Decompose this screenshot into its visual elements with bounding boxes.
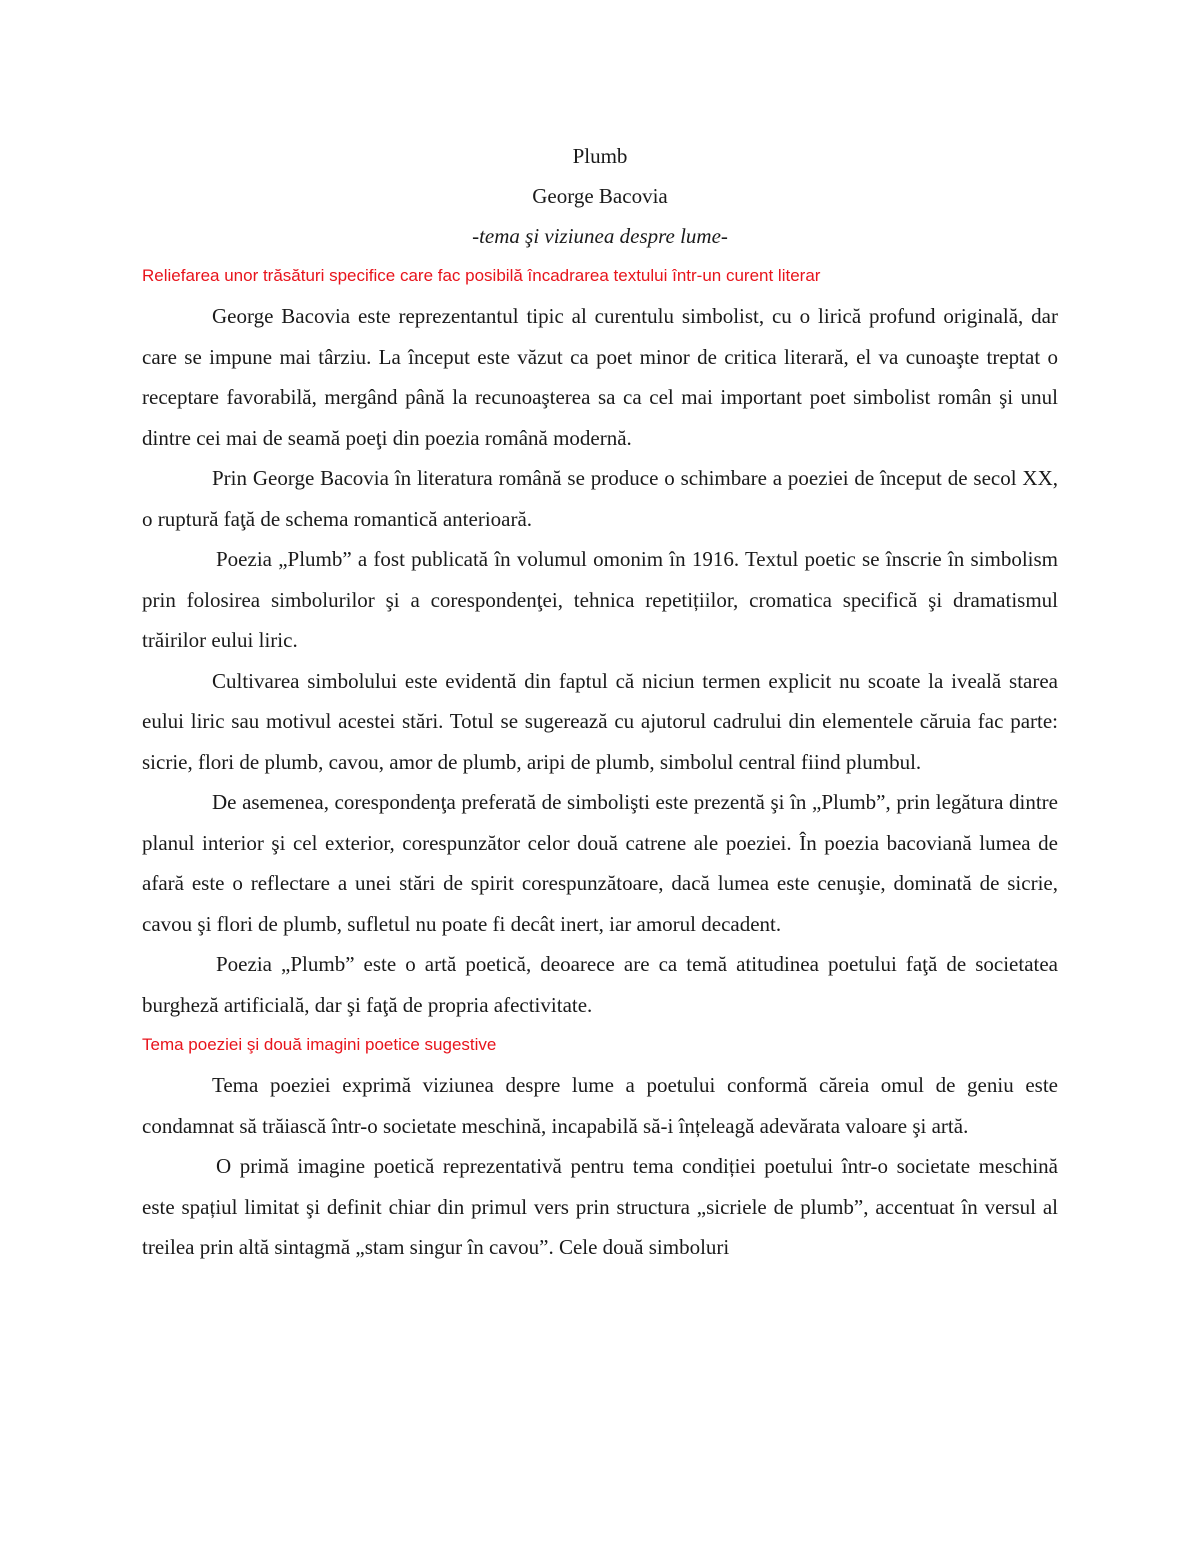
document-subtitle: -tema şi viziunea despre lume-	[472, 224, 728, 248]
paragraph: George Bacovia este reprezentantul tipic al curentulu simbolist, cu o lirică profund originală, dar care se impune mai târziu. La început este văzut ca poet minor de critica literară, el va cunoaşte treptat o receptare favorabilă, mergând până la recunoaşterea sa ca cel mai important poet simbolist român şi unul dintre cei mai de seamă poeţi din poezia română modernă.	[142, 304, 1058, 450]
section-heading-tema: Tema poeziei şi două imagini poetice sugestive	[142, 1035, 497, 1054]
paragraph: De asemenea, corespondenţa preferată de simbolişti este prezentă şi în „Plumb”, prin legătura dintre planul interior şi cel exterior, corespunzător celor două catrene ale poeziei. În poezia bacoviană lumea de afară este o reflectare a unei stări de spirit corespunzătoare, dacă lumea este cenuşie, dominată de sicrie, cavou şi flori de plumb, sufletul nu poate fi decât inert, iar amorul decadent.	[142, 790, 1058, 936]
document-author: George Bacovia	[532, 184, 668, 208]
paragraph: Poezia „Plumb” este o artă poetică, deoarece are ca temă atitudinea poetului faţă de societatea burgheză artificială, dar şi faţă de propria afectivitate.	[142, 952, 1058, 1017]
document-body	[142, 136, 1058, 1268]
section-heading-curent-literar: Reliefarea unor trăsături specifice care fac posibilă încadrarea textului într-un curent literar	[142, 266, 821, 285]
paragraph: Poezia „Plumb” a fost publicată în volumul omonim în 1916. Textul poetic se înscrie în simbolism prin folosirea simbolurilor şi a corespondenţei, tehnica repetițiilor, cromatica specifică şi dramatismul trăirilor eului liric.	[142, 547, 1058, 652]
document-title: Plumb	[572, 144, 628, 168]
paragraph: Cultivarea simbolului este evidentă din faptul că niciun termen explicit nu scoate la iveală starea eului liric sau motivul acestei stări. Totul se sugerează cu ajutorul cadrului din elementele căruia fac parte: sicrie, flori de plumb, cavou, amor de plumb, aripi de plumb, simbolul central fiind plumbul.	[142, 668, 1058, 774]
paragraph: O primă imagine poetică reprezentativă pentru tema condiției poetului într-o societate meschină este spațiul limitat şi definit chiar din primul vers prin structura „sicriele de plumb”, accentuat în versul al treilea prin altă sintagmă „stam singur în cavou”. Cele două simboluri	[142, 1154, 1058, 1259]
paragraph: Tema poeziei exprimă viziunea despre lume a poetului conformă căreia omul de geniu este condamnat să trăiască într-o societate meschină, incapabilă să-i înțeleagă adevărata valoare şi artă.	[142, 1073, 1058, 1138]
paragraph: Prin George Bacovia în literatura română se produce o schimbare a poeziei de început de secol XX, o ruptură faţă de schema romantică anterioară.	[142, 466, 1058, 531]
